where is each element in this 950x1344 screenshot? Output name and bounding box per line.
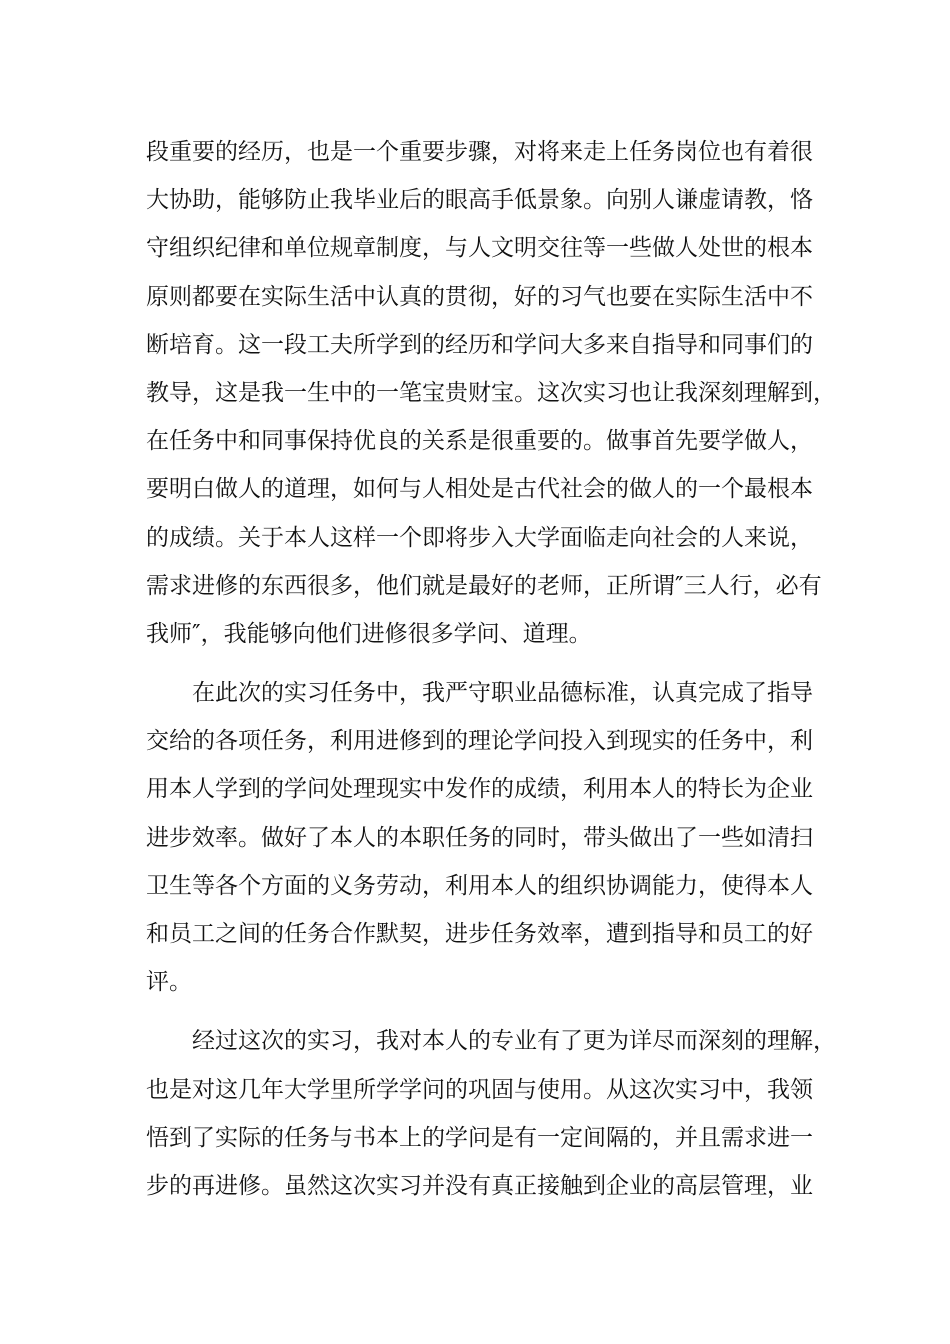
text-line: 经过这次的实习，我对本人的专业有了更为详尽而深刻的理解， [192, 1028, 836, 1055]
text-line: 也是对这几年大学里所学学问的巩固与使用。从这次实习中，我领 [146, 1076, 813, 1103]
text-line: 悟到了实际的任务与书本上的学问是有一定间隔的，并且需求进一 [146, 1124, 813, 1151]
text-line: 用本人学到的学问处理现实中发作的成绩，利用本人的特长为企业 [146, 776, 813, 803]
text-line: 需求进修的东西很多，他们就是最好的老师，正所谓″三人行，必有 [146, 572, 822, 599]
text-line: 交给的各项任务，利用进修到的理论学问投入到现实的任务中，利 [146, 728, 813, 755]
text-line: 大协助，能够防止我毕业后的眼高手低景象。向别人谦虚请教，恪 [146, 187, 813, 214]
text-line: 我师″，我能够向他们进修很多学问、道理。 [146, 620, 592, 647]
text-line: 步的再进修。虽然这次实习并没有真正接触到企业的高层管理，业 [146, 1172, 813, 1199]
text-line: 教导，这是我一生中的一笔宝贵财宝。这次实习也让我深刻理解到， [146, 379, 836, 406]
text-line: 断培育。这一段工夫所学到的经历和学问大多来自指导和同事们的 [146, 331, 813, 358]
text-line: 进步效率。做好了本人的本职任务的同时，带头做出了一些如清扫 [146, 824, 813, 851]
text-line: 在任务中和同事保持优良的关系是很重要的。做事首先要学做人， [146, 428, 813, 455]
text-line: 守组织纪律和单位规章制度，与人文明交往等一些做人处世的根本 [146, 235, 813, 262]
paragraph-2 [146, 669, 826, 1006]
text-line: 段重要的经历，也是一个重要步骤，对将来走上任务岗位也有着很 [146, 139, 813, 165]
paragraph-3 [146, 1017, 836, 1210]
body-text [146, 128, 836, 1210]
text-line: 在此次的实习任务中，我严守职业品德标准，认真完成了指导 [192, 680, 813, 707]
text-line: 的成绩。关于本人这样一个即将步入大学面临走向社会的人来说， [146, 524, 813, 551]
text-line: 卫生等各个方面的义务劳动，利用本人的组织协调能力，使得本人 [146, 872, 813, 899]
paragraph-1 [146, 128, 836, 658]
text-line: 要明白做人的道理，如何与人相处是古代社会的做人的一个最根本 [146, 476, 813, 503]
text-line: 和员工之间的任务合作默契，进步任务效率，遭到指导和员工的好 [146, 921, 813, 947]
text-line: 评。 [146, 969, 192, 996]
text-line: 原则都要在实际生活中认真的贯彻，好的习气也要在实际生活中不 [146, 283, 813, 310]
